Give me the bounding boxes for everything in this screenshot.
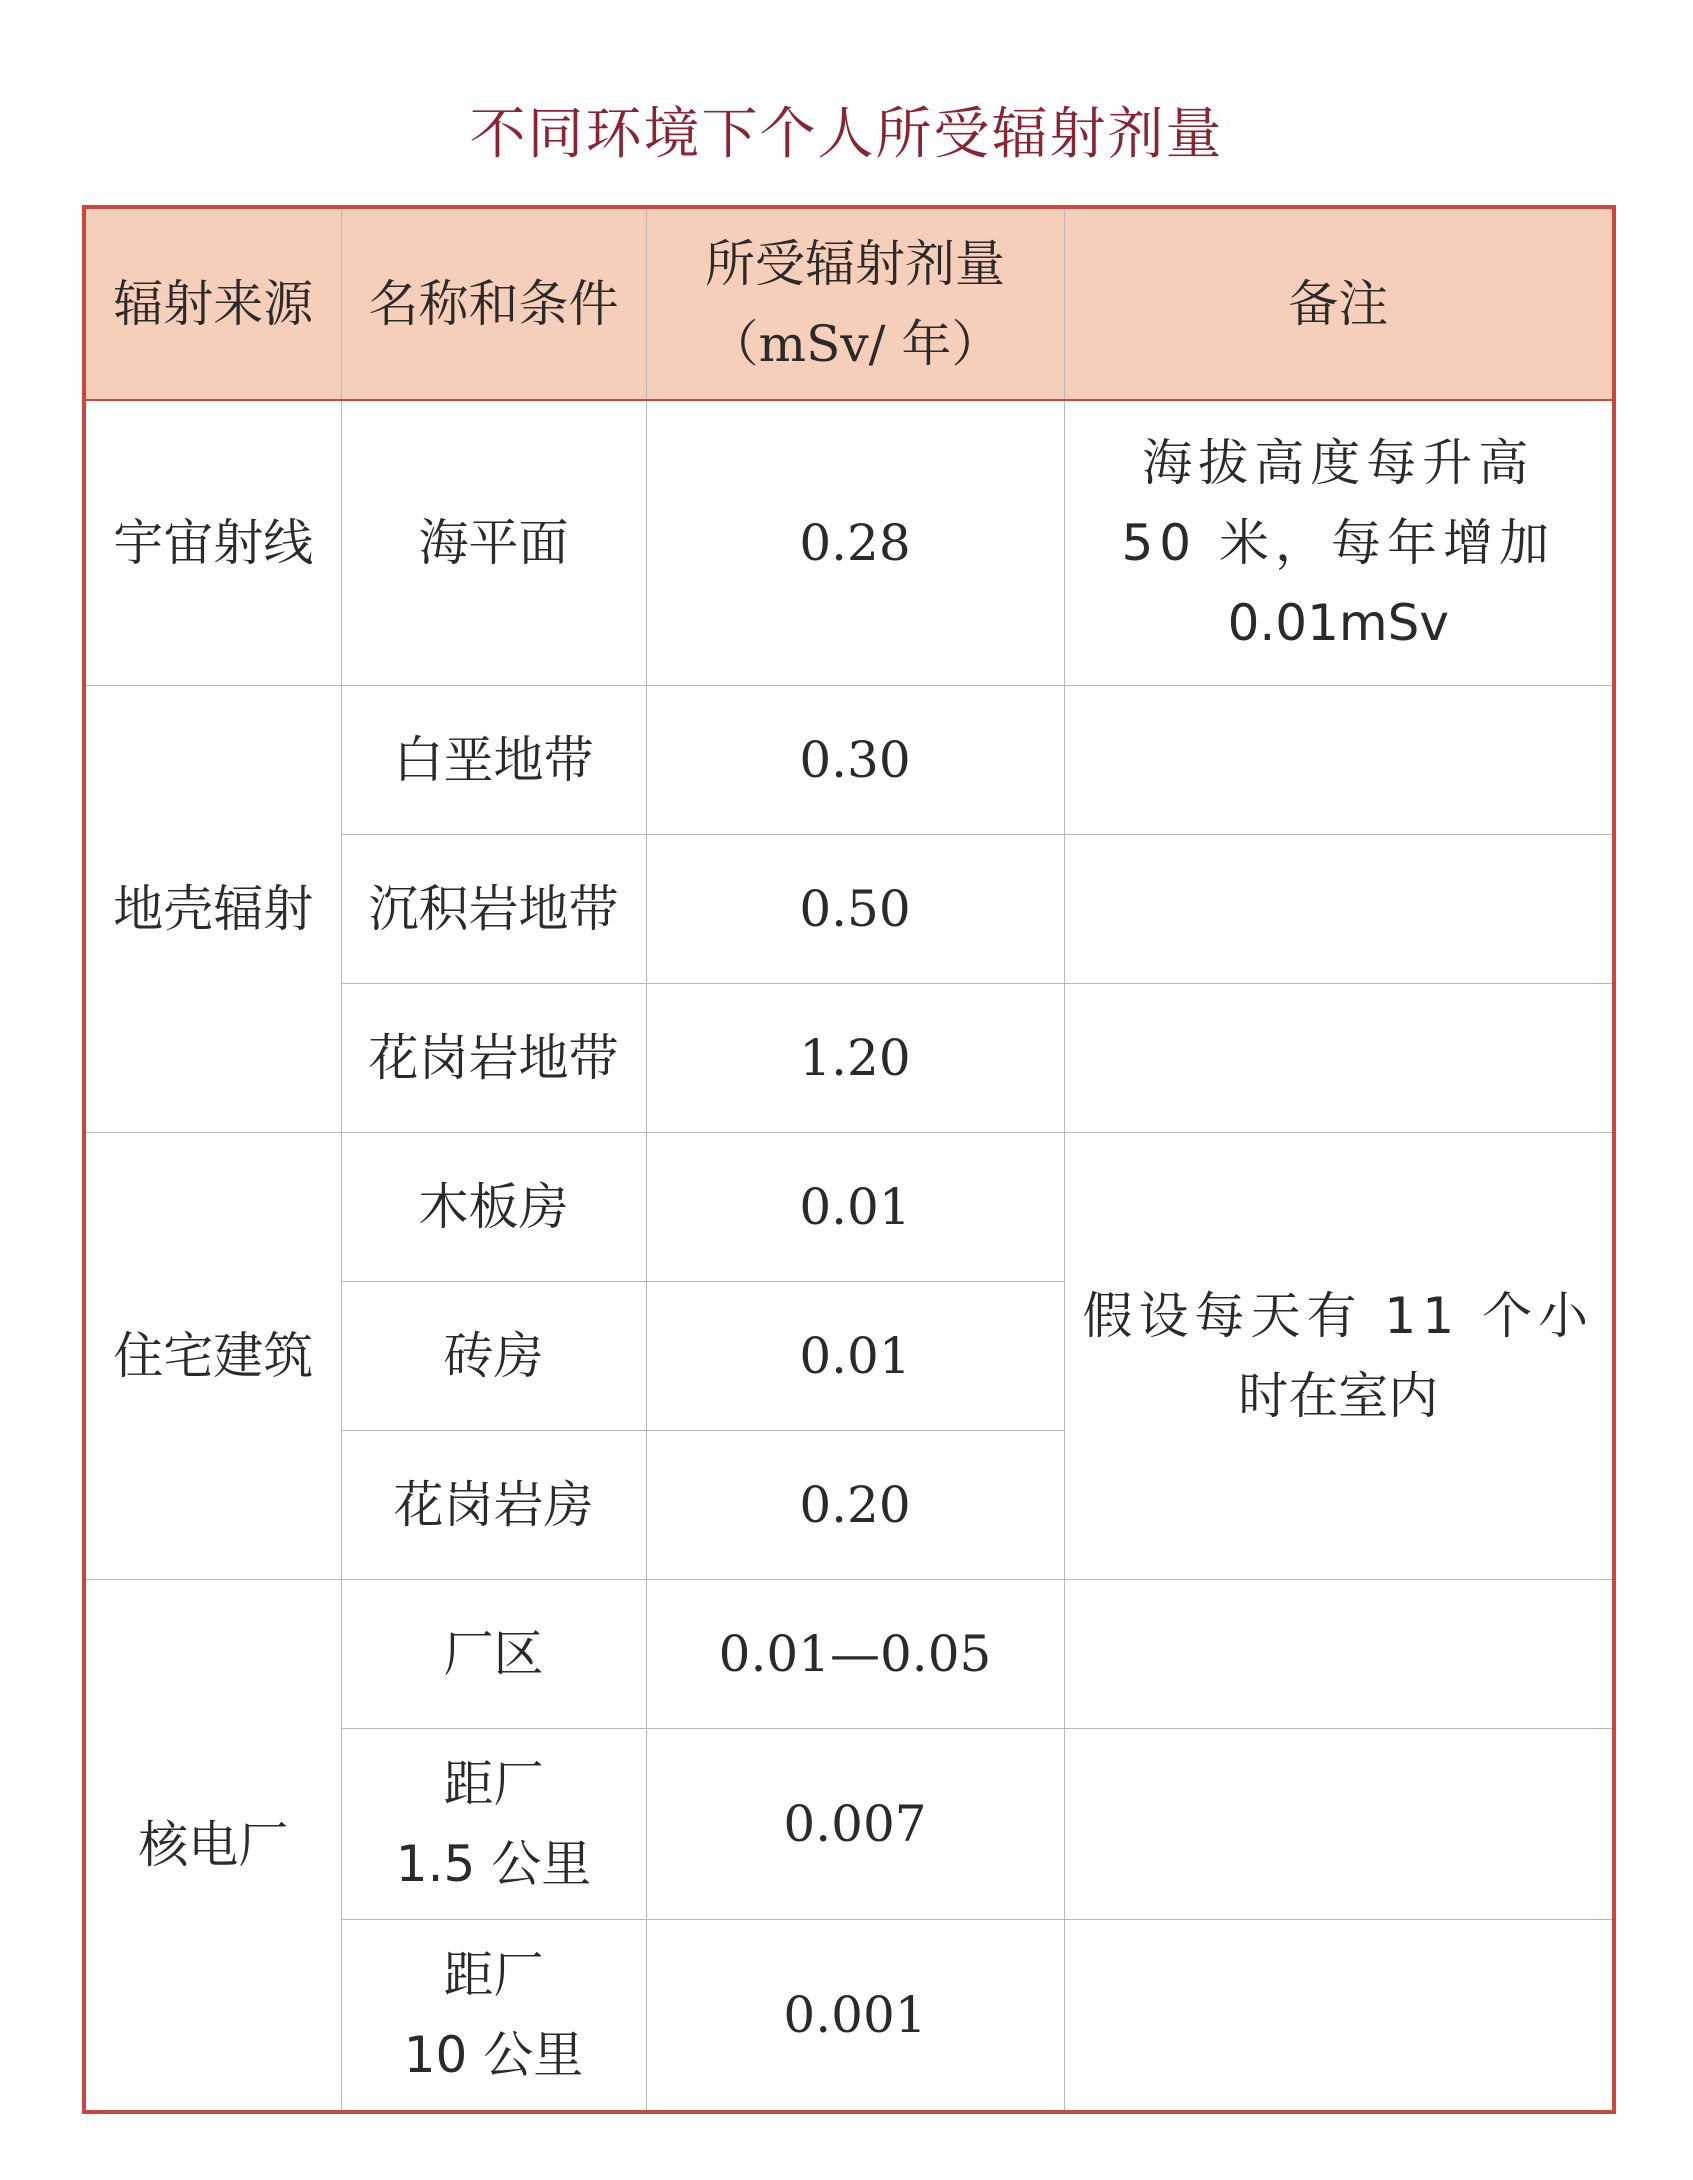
name-cell: 海平面 [341,400,646,686]
header-dose [646,207,1064,400]
source-cell: 核电厂 [84,1580,341,2113]
name-line: 1.5 公里 [395,1835,592,1893]
name-line: 距厂 [443,1946,544,2004]
dose-cell: 0.001 [646,1920,1064,2113]
note-line: 假设每天有 11 个小 [1082,1287,1594,1345]
name-cell: 花岗岩房 [341,1431,646,1580]
name-cell: 沉积岩地带 [341,835,646,984]
note-line: 0.01mSv [1227,594,1449,652]
name-line: 10 公里 [403,2026,584,2084]
table-row [84,1580,1614,1729]
source-cell: 宇宙射线 [84,400,341,686]
name-cell: 砖房 [341,1282,646,1431]
dose-cell: 1.20 [646,984,1064,1133]
note-cell [1064,1729,1614,1920]
dose-cell: 0.50 [646,835,1064,984]
note-cell [1064,400,1614,686]
note-cell [1064,1920,1614,2113]
dose-cell: 0.007 [646,1729,1064,1920]
note-cell [1064,835,1614,984]
page-title: 不同环境下个人所受辐射剂量 [469,102,1224,167]
header-dose-label: 所受辐射剂量 [705,235,1005,293]
table-header-row [84,207,1614,400]
name-cell [341,1920,646,2113]
header-source: 辐射来源 [84,207,341,400]
note-cell [1064,984,1614,1133]
dose-cell: 0.01 [646,1133,1064,1282]
name-line: 距厂 [443,1755,544,1813]
header-dose-unit: （mSv/ 年） [708,315,1002,373]
table-row [84,1133,1614,1282]
dose-cell: 0.20 [646,1431,1064,1580]
header-note: 备注 [1064,207,1614,400]
source-cell: 地壳辐射 [84,686,341,1133]
note-cell [1064,1133,1614,1580]
dose-cell: 0.28 [646,400,1064,686]
name-cell [341,1729,646,1920]
table-row [84,686,1614,835]
dose-cell: 0.01 [646,1282,1064,1431]
table-row [84,400,1614,686]
note-cell [1064,686,1614,835]
name-cell: 花岗岩地带 [341,984,646,1133]
name-cell: 木板房 [341,1133,646,1282]
source-cell: 住宅建筑 [84,1133,341,1580]
note-line: 时在室内 [1238,1367,1439,1425]
name-cell: 白垩地带 [341,686,646,835]
header-name: 名称和条件 [341,207,646,400]
radiation-dose-table [82,205,1616,2114]
dose-cell: 0.30 [646,686,1064,835]
note-cell [1064,1580,1614,1729]
note-line: 海拔高度每升高 [1142,434,1535,492]
dose-cell: 0.01—0.05 [646,1580,1064,1729]
note-line: 50 米，每年增加 [1121,514,1556,572]
name-cell: 厂区 [341,1580,646,1729]
